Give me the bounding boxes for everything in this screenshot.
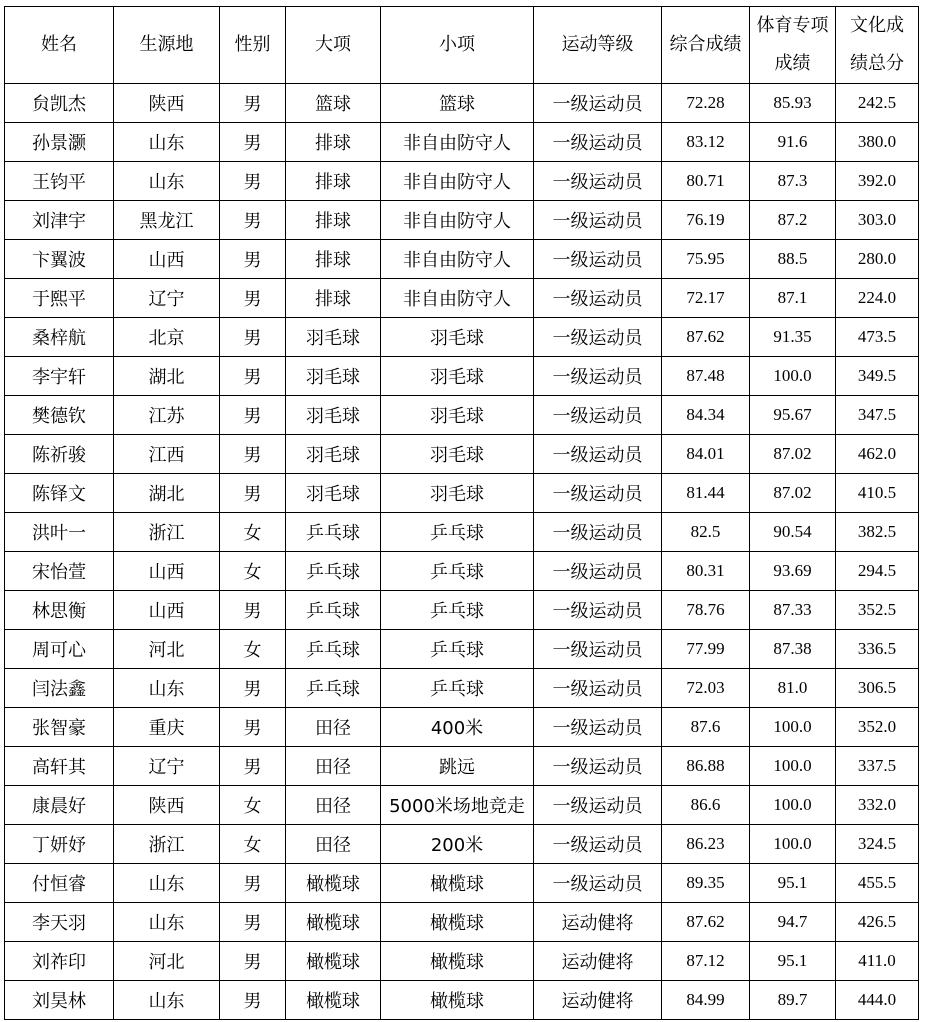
cell-culture-score: 332.0 <box>836 786 919 825</box>
cell-gender: 男 <box>220 201 286 240</box>
cell-overall-score: 86.23 <box>662 825 750 864</box>
cell-gender: 女 <box>220 513 286 552</box>
cell-gender: 女 <box>220 552 286 591</box>
cell-origin: 浙江 <box>114 825 220 864</box>
cell-name: 洪叶一 <box>5 513 114 552</box>
cell-gender: 女 <box>220 630 286 669</box>
cell-overall-score: 82.5 <box>662 513 750 552</box>
cell-event: 乒乓球 <box>381 630 534 669</box>
cell-overall-score: 84.99 <box>662 981 750 1020</box>
cell-gender: 男 <box>220 318 286 357</box>
cell-level: 一级运动员 <box>534 162 662 201</box>
cell-origin: 山东 <box>114 981 220 1020</box>
cell-level: 一级运动员 <box>534 552 662 591</box>
cell-sport-score: 95.67 <box>750 396 836 435</box>
cell-level: 一级运动员 <box>534 396 662 435</box>
cell-name: 康晨好 <box>5 786 114 825</box>
cell-name: 卞翼波 <box>5 240 114 279</box>
cell-level: 一级运动员 <box>534 279 662 318</box>
cell-name: 桑梓航 <box>5 318 114 357</box>
cell-culture-score: 380.0 <box>836 123 919 162</box>
cell-gender: 男 <box>220 474 286 513</box>
cell-sport-score: 95.1 <box>750 864 836 903</box>
cell-culture-score: 444.0 <box>836 981 919 1020</box>
cell-sport: 田径 <box>286 825 381 864</box>
table-row <box>5 435 919 474</box>
cell-sport: 羽毛球 <box>286 435 381 474</box>
cell-culture-score: 455.5 <box>836 864 919 903</box>
table-body <box>5 84 919 1020</box>
cell-name: 陈铎文 <box>5 474 114 513</box>
cell-culture-score: 392.0 <box>836 162 919 201</box>
cell-gender: 男 <box>220 981 286 1020</box>
cell-gender: 男 <box>220 903 286 942</box>
cell-origin: 河北 <box>114 942 220 981</box>
cell-event: 乒乓球 <box>381 669 534 708</box>
cell-event: 5000米场地竞走 <box>381 786 534 825</box>
cell-sport: 橄榄球 <box>286 981 381 1020</box>
cell-culture-score: 462.0 <box>836 435 919 474</box>
cell-gender: 男 <box>220 84 286 123</box>
cell-gender: 男 <box>220 240 286 279</box>
cell-name: 李天羽 <box>5 903 114 942</box>
cell-gender: 男 <box>220 396 286 435</box>
cell-overall-score: 80.71 <box>662 162 750 201</box>
cell-level: 运动健将 <box>534 942 662 981</box>
cell-event: 羽毛球 <box>381 396 534 435</box>
cell-event: 乒乓球 <box>381 591 534 630</box>
cell-gender: 男 <box>220 123 286 162</box>
header-row <box>5 7 919 84</box>
table-row <box>5 708 919 747</box>
cell-name: 陈祈骏 <box>5 435 114 474</box>
cell-event: 羽毛球 <box>381 435 534 474</box>
table-row <box>5 396 919 435</box>
cell-sport: 田径 <box>286 747 381 786</box>
cell-origin: 陕西 <box>114 84 220 123</box>
cell-origin: 山东 <box>114 123 220 162</box>
cell-sport: 羽毛球 <box>286 318 381 357</box>
cell-sport-score: 87.1 <box>750 279 836 318</box>
table-row <box>5 279 919 318</box>
cell-culture-score: 352.0 <box>836 708 919 747</box>
cell-culture-score: 294.5 <box>836 552 919 591</box>
table-row <box>5 864 919 903</box>
cell-level: 一级运动员 <box>534 240 662 279</box>
cell-sport: 排球 <box>286 123 381 162</box>
cell-overall-score: 78.76 <box>662 591 750 630</box>
cell-sport: 羽毛球 <box>286 396 381 435</box>
cell-sport: 橄榄球 <box>286 903 381 942</box>
cell-level: 一级运动员 <box>534 669 662 708</box>
header-level: 运动等级 <box>534 7 662 84</box>
cell-origin: 山西 <box>114 591 220 630</box>
cell-origin: 黑龙江 <box>114 201 220 240</box>
cell-sport-score: 87.33 <box>750 591 836 630</box>
cell-event: 羽毛球 <box>381 318 534 357</box>
cell-event: 橄榄球 <box>381 942 534 981</box>
cell-gender: 男 <box>220 747 286 786</box>
cell-level: 一级运动员 <box>534 591 662 630</box>
cell-event: 橄榄球 <box>381 981 534 1020</box>
cell-event: 羽毛球 <box>381 357 534 396</box>
cell-culture-score: 336.5 <box>836 630 919 669</box>
table-row <box>5 942 919 981</box>
cell-overall-score: 83.12 <box>662 123 750 162</box>
cell-event: 跳远 <box>381 747 534 786</box>
cell-culture-score: 426.5 <box>836 903 919 942</box>
table-row <box>5 981 919 1020</box>
cell-sport-score: 100.0 <box>750 786 836 825</box>
cell-sport-score: 87.38 <box>750 630 836 669</box>
cell-event: 400米 <box>381 708 534 747</box>
cell-sport-score: 81.0 <box>750 669 836 708</box>
cell-overall-score: 72.03 <box>662 669 750 708</box>
cell-name: 贠凯杰 <box>5 84 114 123</box>
cell-event: 200米 <box>381 825 534 864</box>
cell-culture-score: 410.5 <box>836 474 919 513</box>
cell-culture-score: 242.5 <box>836 84 919 123</box>
cell-origin: 江西 <box>114 435 220 474</box>
table-row <box>5 162 919 201</box>
cell-culture-score: 411.0 <box>836 942 919 981</box>
cell-name: 樊德钦 <box>5 396 114 435</box>
cell-level: 一级运动员 <box>534 123 662 162</box>
cell-sport: 乒乓球 <box>286 669 381 708</box>
cell-origin: 山东 <box>114 903 220 942</box>
cell-level: 一级运动员 <box>534 84 662 123</box>
cell-sport: 乒乓球 <box>286 630 381 669</box>
table-row <box>5 474 919 513</box>
cell-overall-score: 81.44 <box>662 474 750 513</box>
cell-overall-score: 84.01 <box>662 435 750 474</box>
table-row <box>5 747 919 786</box>
cell-level: 一级运动员 <box>534 708 662 747</box>
cell-sport-score: 100.0 <box>750 825 836 864</box>
cell-level: 一级运动员 <box>534 747 662 786</box>
cell-level: 运动健将 <box>534 903 662 942</box>
cell-gender: 男 <box>220 864 286 903</box>
cell-origin: 山东 <box>114 162 220 201</box>
cell-event: 非自由防守人 <box>381 279 534 318</box>
cell-gender: 男 <box>220 591 286 630</box>
cell-culture-score: 303.0 <box>836 201 919 240</box>
cell-overall-score: 87.48 <box>662 357 750 396</box>
cell-event: 乒乓球 <box>381 513 534 552</box>
cell-culture-score: 224.0 <box>836 279 919 318</box>
cell-gender: 女 <box>220 825 286 864</box>
cell-origin: 湖北 <box>114 474 220 513</box>
cell-level: 一级运动员 <box>534 435 662 474</box>
cell-sport: 乒乓球 <box>286 552 381 591</box>
cell-level: 一级运动员 <box>534 357 662 396</box>
cell-culture-score: 352.5 <box>836 591 919 630</box>
cell-sport: 田径 <box>286 708 381 747</box>
cell-event: 乒乓球 <box>381 552 534 591</box>
cell-origin: 江苏 <box>114 396 220 435</box>
table-row <box>5 513 919 552</box>
cell-sport: 橄榄球 <box>286 864 381 903</box>
cell-sport-score: 90.54 <box>750 513 836 552</box>
table-row <box>5 825 919 864</box>
header-name: 姓名 <box>5 7 114 84</box>
header-origin: 生源地 <box>114 7 220 84</box>
cell-name: 刘津宇 <box>5 201 114 240</box>
cell-sport-score: 87.2 <box>750 201 836 240</box>
cell-overall-score: 89.35 <box>662 864 750 903</box>
cell-gender: 男 <box>220 435 286 474</box>
cell-sport: 排球 <box>286 240 381 279</box>
cell-sport: 排球 <box>286 162 381 201</box>
cell-sport-score: 85.93 <box>750 84 836 123</box>
cell-name: 周可心 <box>5 630 114 669</box>
cell-overall-score: 86.6 <box>662 786 750 825</box>
cell-sport-score: 100.0 <box>750 357 836 396</box>
cell-overall-score: 87.62 <box>662 903 750 942</box>
cell-overall-score: 86.88 <box>662 747 750 786</box>
cell-origin: 北京 <box>114 318 220 357</box>
table-row <box>5 903 919 942</box>
cell-sport-score: 93.69 <box>750 552 836 591</box>
cell-origin: 浙江 <box>114 513 220 552</box>
cell-overall-score: 72.28 <box>662 84 750 123</box>
cell-origin: 辽宁 <box>114 279 220 318</box>
cell-sport: 排球 <box>286 201 381 240</box>
cell-overall-score: 80.31 <box>662 552 750 591</box>
cell-origin: 辽宁 <box>114 747 220 786</box>
cell-event: 羽毛球 <box>381 474 534 513</box>
cell-culture-score: 324.5 <box>836 825 919 864</box>
cell-origin: 山西 <box>114 240 220 279</box>
cell-sport: 羽毛球 <box>286 357 381 396</box>
cell-name: 丁妍妤 <box>5 825 114 864</box>
table-row <box>5 669 919 708</box>
cell-origin: 河北 <box>114 630 220 669</box>
cell-culture-score: 280.0 <box>836 240 919 279</box>
cell-culture-score: 337.5 <box>836 747 919 786</box>
cell-overall-score: 77.99 <box>662 630 750 669</box>
cell-sport-score: 100.0 <box>750 747 836 786</box>
cell-name: 高轩其 <box>5 747 114 786</box>
table-row <box>5 357 919 396</box>
cell-name: 刘昊林 <box>5 981 114 1020</box>
table-row <box>5 630 919 669</box>
cell-origin: 重庆 <box>114 708 220 747</box>
cell-level: 一级运动员 <box>534 786 662 825</box>
cell-level: 一级运动员 <box>534 318 662 357</box>
cell-sport-score: 87.02 <box>750 474 836 513</box>
cell-level: 一级运动员 <box>534 201 662 240</box>
cell-origin: 湖北 <box>114 357 220 396</box>
cell-name: 孙景灏 <box>5 123 114 162</box>
cell-name: 张智豪 <box>5 708 114 747</box>
table-row <box>5 318 919 357</box>
cell-sport-score: 88.5 <box>750 240 836 279</box>
header-sport-score: 体育专项成绩 <box>750 7 836 84</box>
cell-sport-score: 87.3 <box>750 162 836 201</box>
cell-origin: 陕西 <box>114 786 220 825</box>
cell-origin: 山东 <box>114 864 220 903</box>
cell-sport-score: 100.0 <box>750 708 836 747</box>
header-sport: 大项 <box>286 7 381 84</box>
cell-name: 闫法鑫 <box>5 669 114 708</box>
cell-name: 林思衡 <box>5 591 114 630</box>
cell-event: 篮球 <box>381 84 534 123</box>
cell-gender: 男 <box>220 357 286 396</box>
table-row <box>5 552 919 591</box>
table-row <box>5 201 919 240</box>
cell-event: 橄榄球 <box>381 864 534 903</box>
table-row <box>5 591 919 630</box>
cell-culture-score: 473.5 <box>836 318 919 357</box>
cell-name: 李宇轩 <box>5 357 114 396</box>
cell-level: 一级运动员 <box>534 474 662 513</box>
cell-event: 非自由防守人 <box>381 162 534 201</box>
cell-gender: 男 <box>220 669 286 708</box>
header-culture-score: 文化成绩总分 <box>836 7 919 84</box>
cell-level: 一级运动员 <box>534 864 662 903</box>
cell-name: 王钧平 <box>5 162 114 201</box>
cell-culture-score: 347.5 <box>836 396 919 435</box>
cell-overall-score: 84.34 <box>662 396 750 435</box>
header-event: 小项 <box>381 7 534 84</box>
cell-sport: 田径 <box>286 786 381 825</box>
cell-name: 刘祚印 <box>5 942 114 981</box>
cell-gender: 男 <box>220 942 286 981</box>
cell-sport: 篮球 <box>286 84 381 123</box>
cell-overall-score: 72.17 <box>662 279 750 318</box>
cell-event: 橄榄球 <box>381 903 534 942</box>
cell-sport: 乒乓球 <box>286 591 381 630</box>
cell-sport: 排球 <box>286 279 381 318</box>
results-table <box>4 6 919 1020</box>
cell-culture-score: 349.5 <box>836 357 919 396</box>
cell-sport: 羽毛球 <box>286 474 381 513</box>
cell-sport: 橄榄球 <box>286 942 381 981</box>
cell-origin: 山东 <box>114 669 220 708</box>
cell-gender: 男 <box>220 162 286 201</box>
cell-level: 运动健将 <box>534 981 662 1020</box>
cell-sport: 乒乓球 <box>286 513 381 552</box>
cell-overall-score: 87.6 <box>662 708 750 747</box>
cell-overall-score: 75.95 <box>662 240 750 279</box>
cell-sport-score: 91.35 <box>750 318 836 357</box>
cell-culture-score: 306.5 <box>836 669 919 708</box>
table-row <box>5 786 919 825</box>
cell-gender: 女 <box>220 786 286 825</box>
cell-name: 于熙平 <box>5 279 114 318</box>
cell-name: 宋怡萱 <box>5 552 114 591</box>
cell-sport-score: 94.7 <box>750 903 836 942</box>
cell-level: 一级运动员 <box>534 513 662 552</box>
header-overall-score: 综合成绩 <box>662 7 750 84</box>
cell-event: 非自由防守人 <box>381 201 534 240</box>
cell-origin: 山西 <box>114 552 220 591</box>
cell-sport-score: 91.6 <box>750 123 836 162</box>
cell-sport-score: 89.7 <box>750 981 836 1020</box>
table-row <box>5 240 919 279</box>
header-gender: 性别 <box>220 7 286 84</box>
cell-overall-score: 87.62 <box>662 318 750 357</box>
cell-level: 一级运动员 <box>534 630 662 669</box>
table-row <box>5 84 919 123</box>
cell-event: 非自由防守人 <box>381 123 534 162</box>
cell-event: 非自由防守人 <box>381 240 534 279</box>
cell-sport-score: 95.1 <box>750 942 836 981</box>
cell-gender: 男 <box>220 708 286 747</box>
cell-level: 一级运动员 <box>534 825 662 864</box>
cell-gender: 男 <box>220 279 286 318</box>
cell-sport-score: 87.02 <box>750 435 836 474</box>
cell-name: 付恒睿 <box>5 864 114 903</box>
cell-overall-score: 76.19 <box>662 201 750 240</box>
table-row <box>5 123 919 162</box>
cell-culture-score: 382.5 <box>836 513 919 552</box>
cell-overall-score: 87.12 <box>662 942 750 981</box>
